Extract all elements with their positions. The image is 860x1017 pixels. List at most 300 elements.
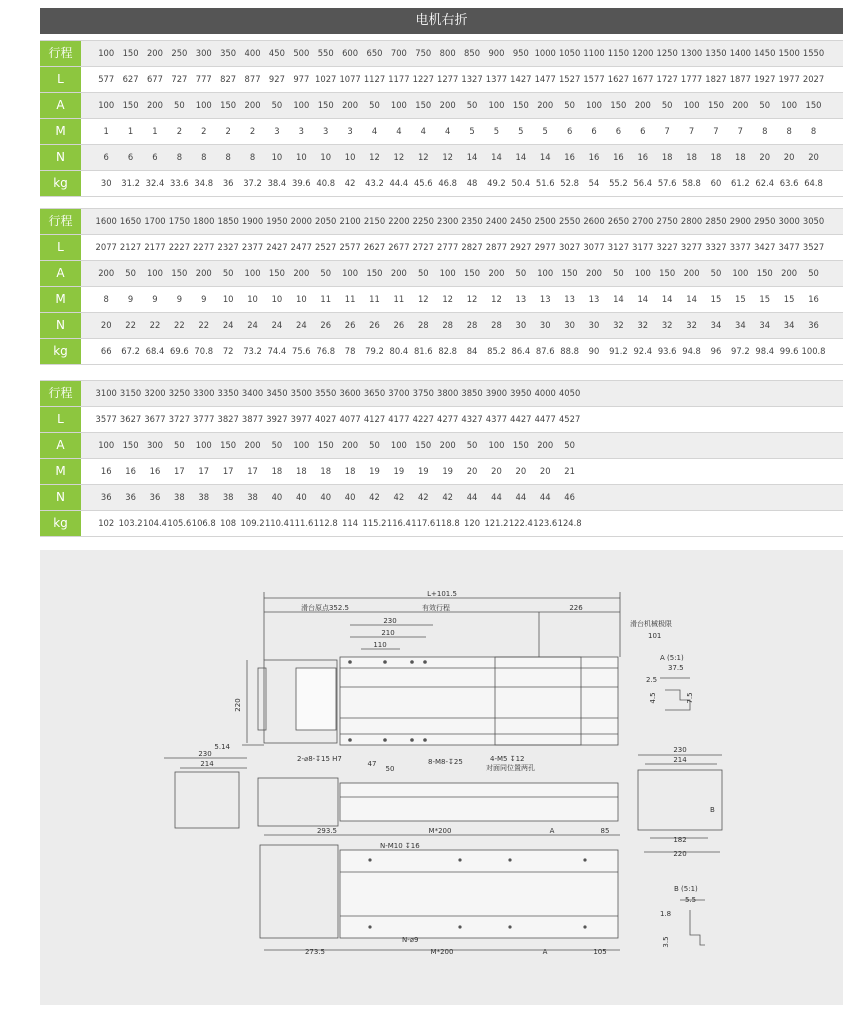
table-cell: 44.4 <box>389 178 409 188</box>
table-cell: 2277 <box>193 242 215 252</box>
table-cell: 13 <box>588 294 600 304</box>
table-cell: 20 <box>100 320 112 330</box>
table-cell: 16 <box>564 152 575 162</box>
table-cell: 9 <box>152 294 158 304</box>
table-cell: 11 <box>369 294 380 304</box>
table-cell: 550 <box>317 48 334 58</box>
spec-row <box>40 406 843 432</box>
table-cell: 16 <box>808 294 819 304</box>
table-cell: 2627 <box>363 242 386 252</box>
spec-table-3 <box>40 380 843 537</box>
table-cell: 350 <box>220 48 237 58</box>
table-cell: 13 <box>539 294 551 304</box>
table-cell: 300 <box>195 48 212 58</box>
table-cell: 44 <box>539 492 551 502</box>
table-cell: 1427 <box>510 74 532 84</box>
table-cell: 2200 <box>388 216 410 226</box>
table-cell: 36 <box>125 492 136 502</box>
table-cell: 68.4 <box>145 346 165 356</box>
table-cell: 150 <box>512 440 529 450</box>
technical-drawing-svg <box>40 550 843 1005</box>
table-cell: 150 <box>805 100 822 110</box>
table-cell: 1377 <box>485 74 508 84</box>
table-cell: 11 <box>344 294 356 304</box>
table-cell: 50 <box>417 268 429 278</box>
table-cell: 1350 <box>705 48 727 58</box>
table-cell: 34 <box>735 320 746 330</box>
table-cell: 2550 <box>558 216 581 226</box>
table-cell: 81.6 <box>413 346 433 356</box>
table-cell: 200 <box>342 440 359 450</box>
table-cell: 20 <box>515 466 527 476</box>
table-cell: 6 <box>640 126 646 136</box>
table-cell: 2127 <box>119 242 142 252</box>
table-cell: 50 <box>125 268 136 278</box>
table-cell: 2650 <box>607 216 630 226</box>
dim-110: 110 <box>373 641 387 649</box>
table-cell: 20 <box>808 152 819 162</box>
table-cell: 150 <box>317 100 334 110</box>
table-cell: 56.4 <box>633 178 653 188</box>
dim-214-side: 214 <box>200 760 214 768</box>
table-cell: 8 <box>201 152 207 162</box>
table-cell: 18 <box>271 466 283 476</box>
dim-230-top: 230 <box>383 617 397 625</box>
table-cell: 67.2 <box>121 346 140 356</box>
table-cell: 1477 <box>534 74 556 84</box>
table-cell: 33.6 <box>170 178 189 188</box>
spec-row <box>40 286 843 312</box>
table-cell: 6 <box>103 152 109 162</box>
table-cell: 42 <box>393 492 405 502</box>
row-label: L <box>40 407 81 432</box>
table-cell: 18 <box>344 466 356 476</box>
mech-limit-value: 101 <box>648 632 662 640</box>
table-cell: 96 <box>710 346 722 356</box>
table-cell: 100 <box>781 100 798 110</box>
table-cell: 3 <box>298 126 304 136</box>
table-cell: 14 <box>661 294 673 304</box>
table-cell: 2600 <box>583 216 605 226</box>
table-cell: 116.4 <box>386 518 411 528</box>
table-cell: 12 <box>417 152 429 162</box>
table-cell: 150 <box>220 100 237 110</box>
table-cell: 200 <box>537 100 554 110</box>
table-cell: 49.2 <box>487 178 506 188</box>
table-cell: 40 <box>271 492 283 502</box>
table-cell: 8 <box>225 152 231 162</box>
table-cell: 4527 <box>558 414 581 424</box>
table-cell: 100 <box>195 100 212 110</box>
table-cell: 20 <box>466 466 478 476</box>
row-values <box>81 407 582 432</box>
detail-b-marker: B <box>710 806 715 814</box>
table-cell: 45.6 <box>413 178 433 188</box>
table-cell: 150 <box>464 268 481 278</box>
table-cell: 32.4 <box>145 178 165 188</box>
table-cell: 21 <box>564 466 575 476</box>
table-cell: 100 <box>488 100 505 110</box>
table-cell: 150 <box>756 268 773 278</box>
table-cell: 38 <box>198 492 210 502</box>
dim-slide-origin: 滑台原点352.5 <box>300 604 350 612</box>
table-cell: 34 <box>759 320 771 330</box>
table-cell: 3777 <box>193 414 215 424</box>
table-cell: 150 <box>122 440 139 450</box>
row-values <box>81 313 826 338</box>
table-cell: 28 <box>466 320 478 330</box>
table-cell: 1827 <box>705 74 727 84</box>
table-cell: 8 <box>249 152 256 162</box>
table-cell: 1927 <box>754 74 776 84</box>
table-cell: 3327 <box>705 242 727 252</box>
table-cell: 3 <box>323 126 329 136</box>
row-label: A <box>40 261 81 286</box>
row-label: M <box>40 119 81 144</box>
table-cell: 4050 <box>558 388 581 398</box>
table-cell: 4 <box>371 126 378 136</box>
table-cell: 100 <box>195 440 212 450</box>
table-cell: 50 <box>710 268 722 278</box>
dim-85: 85 <box>600 827 610 835</box>
table-cell: 123.6 <box>533 518 558 528</box>
table-cell: 3500 <box>290 388 312 398</box>
row-values <box>81 485 582 510</box>
table-cell: 12 <box>442 152 453 162</box>
table-cell: 4 <box>420 126 426 136</box>
table-cell: 150 <box>171 268 188 278</box>
table-cell: 14 <box>613 294 624 304</box>
table-cell: 2500 <box>534 216 556 226</box>
table-cell: 110.4 <box>264 518 289 528</box>
table-cell: 100 <box>146 268 163 278</box>
table-cell: 73.2 <box>243 346 262 356</box>
table-cell: 200 <box>195 268 212 278</box>
table-cell: 1150 <box>607 48 630 58</box>
table-cell: 114 <box>342 518 359 528</box>
table-cell: 200 <box>244 100 261 110</box>
detail-b-profile <box>690 910 705 945</box>
table-cell: 1727 <box>656 74 678 84</box>
table-cell: 10 <box>320 152 332 162</box>
table-cell: 3477 <box>778 242 800 252</box>
detail-b-title: B (5:1) <box>674 885 698 893</box>
table-cell: 1450 <box>754 48 776 58</box>
hole-spec-m10: N-M10 ↧16 <box>380 842 420 850</box>
table-cell: 50 <box>320 268 332 278</box>
spec-row <box>40 380 843 406</box>
table-cell: 2300 <box>437 216 459 226</box>
row-values <box>81 67 826 92</box>
table-cell: 24 <box>295 320 307 330</box>
table-cell: 18 <box>735 152 746 162</box>
table-cell: 1077 <box>339 74 361 84</box>
row-values <box>81 459 582 484</box>
table-cell: 9 <box>176 294 183 304</box>
table-cell: 10 <box>247 294 258 304</box>
table-cell: 102 <box>98 518 115 528</box>
table-cell: 44 <box>466 492 478 502</box>
table-cell: 4377 <box>485 414 508 424</box>
spec-row <box>40 510 843 537</box>
spec-row <box>40 234 843 260</box>
table-cell: 100 <box>488 440 505 450</box>
table-cell: 3927 <box>266 414 288 424</box>
table-cell: 20 <box>539 466 551 476</box>
table-cell: 50 <box>759 100 771 110</box>
table-cell: 2427 <box>266 242 288 252</box>
table-cell: 50 <box>466 100 478 110</box>
row-values <box>81 209 826 234</box>
table-cell: 8 <box>176 152 183 162</box>
table-cell: 85.2 <box>487 346 506 356</box>
technical-drawing <box>40 550 843 1005</box>
table-cell: 120 <box>464 518 481 528</box>
table-cell: 28 <box>442 320 453 330</box>
dim-m200-bottom: M*200 <box>430 948 454 956</box>
table-cell: 1 <box>152 126 158 136</box>
detail-a-25: 2.5 <box>646 676 658 684</box>
table-cell: 2327 <box>217 242 239 252</box>
dim-effective-stroke: 有效行程 <box>422 604 450 612</box>
table-cell: 34.8 <box>194 178 214 188</box>
table-cell: 64.8 <box>804 178 823 188</box>
spec-table-1 <box>40 40 843 197</box>
row-label: kg <box>40 171 81 196</box>
table-cell: 14 <box>466 152 478 162</box>
table-cell: 44 <box>515 492 527 502</box>
table-cell: 100 <box>586 100 602 110</box>
table-cell: 100 <box>732 268 749 278</box>
table-cell: 5 <box>493 126 500 136</box>
table-cell: 1127 <box>363 74 386 84</box>
table-cell: 80.4 <box>389 346 409 356</box>
table-cell: 17 <box>174 466 185 476</box>
table-cell: 2 <box>225 126 231 136</box>
table-cell: 400 <box>244 48 261 58</box>
table-cell: 50 <box>564 100 575 110</box>
row-label: L <box>40 67 81 92</box>
table-cell: 40 <box>320 492 332 502</box>
spec-row <box>40 92 843 118</box>
table-cell: 18 <box>686 152 697 162</box>
end-view-right <box>638 770 722 830</box>
table-cell: 104.4 <box>142 518 167 528</box>
table-cell: 111.6 <box>289 518 314 528</box>
row-values <box>81 433 582 458</box>
table-cell: 50 <box>271 100 283 110</box>
dim-l-total: L+101.5 <box>427 590 457 598</box>
table-cell: 10 <box>271 294 283 304</box>
table-cell: 3150 <box>119 388 142 398</box>
table-cell: 727 <box>171 74 188 84</box>
table-cell: 22 <box>125 320 136 330</box>
table-cell: 200 <box>634 100 651 110</box>
table-cell: 54 <box>588 178 600 188</box>
table-cell: 16 <box>613 152 624 162</box>
table-cell: 61.2 <box>731 178 750 188</box>
table-cell: 1177 <box>388 74 410 84</box>
dim-a-bottom: A <box>542 948 548 956</box>
table-cell: 9 <box>201 294 207 304</box>
table-cell: 50 <box>369 440 380 450</box>
table-cell: 1027 <box>315 74 337 84</box>
table-cell: 28 <box>417 320 429 330</box>
table-cell: 20 <box>491 466 502 476</box>
table-cell: 42 <box>369 492 380 502</box>
spec-row <box>40 432 843 458</box>
table-cell: 90 <box>588 346 600 356</box>
detail-b-55: 5.5 <box>685 896 697 904</box>
table-cell: 7 <box>664 126 670 136</box>
table-cell: 50 <box>222 268 234 278</box>
table-cell: 1677 <box>632 74 654 84</box>
table-cell: 15 <box>735 294 746 304</box>
row-label: M <box>40 287 81 312</box>
table-cell: 4000 <box>534 388 556 398</box>
table-cell: 2727 <box>412 242 434 252</box>
spec-row <box>40 118 843 144</box>
table-cell: 12 <box>393 152 405 162</box>
table-cell: 3727 <box>168 414 191 424</box>
table-cell: 46.8 <box>438 178 457 188</box>
table-cell: 2750 <box>656 216 678 226</box>
table-cell: 18 <box>320 466 332 476</box>
table-cell: 3977 <box>290 414 312 424</box>
table-cell: 200 <box>683 268 700 278</box>
table-cell: 500 <box>293 48 310 58</box>
row-values <box>81 235 826 260</box>
detail-a-375: 37.5 <box>668 664 684 672</box>
table-cell: 1577 <box>583 74 605 84</box>
end-view-220: 220 <box>673 850 687 858</box>
table-cell: 3100 <box>95 388 117 398</box>
row-values <box>81 171 826 196</box>
table-cell: 15 <box>710 294 722 304</box>
table-cell: 6 <box>152 152 158 162</box>
table-cell: 97.2 <box>731 346 750 356</box>
dim-220-left: 220 <box>234 698 242 712</box>
table-cell: 777 <box>195 74 212 84</box>
hole-spec-3: 4-M5 ↧12 <box>490 755 525 763</box>
table-cell: 4177 <box>388 414 410 424</box>
table-cell: 4027 <box>315 414 337 424</box>
table-cell: 2877 <box>485 242 508 252</box>
table-cell: 86.4 <box>511 346 531 356</box>
table-cell: 88.8 <box>560 346 579 356</box>
table-cell: 150 <box>659 268 676 278</box>
table-cell: 14 <box>491 152 502 162</box>
table-cell: 30 <box>564 320 575 330</box>
table-cell: 26 <box>393 320 405 330</box>
table-cell: 50.4 <box>511 178 531 188</box>
table-cell: 17 <box>198 466 210 476</box>
table-cell: 200 <box>390 268 407 278</box>
table-cell: 19 <box>417 466 429 476</box>
table-cell: 2450 <box>510 216 532 226</box>
rail-body-top <box>340 657 618 745</box>
table-cell: 79.2 <box>365 346 384 356</box>
table-cell: 42 <box>417 492 429 502</box>
table-cell: 50 <box>564 440 575 450</box>
table-cell: 98.4 <box>755 346 775 356</box>
table-cell: 78 <box>344 346 356 356</box>
table-cell: 800 <box>439 48 456 58</box>
table-cell: 2 <box>249 126 256 136</box>
row-label: 行程 <box>40 41 81 66</box>
table-cell: 2250 <box>412 216 434 226</box>
row-values <box>81 287 826 312</box>
table-cell: 200 <box>98 268 115 278</box>
table-cell: 109.2 <box>240 518 265 528</box>
table-cell: 24 <box>271 320 283 330</box>
table-cell: 55.2 <box>609 178 628 188</box>
table-cell: 1900 <box>241 216 264 226</box>
table-cell: 3850 <box>461 388 483 398</box>
table-cell: 36 <box>100 492 112 502</box>
table-cell: 24 <box>247 320 258 330</box>
table-cell: 58.8 <box>682 178 701 188</box>
table-cell: 5 <box>542 126 548 136</box>
table-cell: 200 <box>293 268 310 278</box>
dim-50: 50 <box>385 765 395 773</box>
row-label: A <box>40 433 81 458</box>
table-cell: 2027 <box>802 74 825 84</box>
table-cell: 24 <box>222 320 234 330</box>
table-cell: 103.2 <box>118 518 143 528</box>
table-cell: 108 <box>220 518 237 528</box>
table-cell: 12 <box>491 294 502 304</box>
table-cell: 30 <box>515 320 527 330</box>
detail-a-45: 4.5 <box>649 692 657 704</box>
table-cell: 7 <box>688 126 695 136</box>
spec-row <box>40 312 843 338</box>
table-cell: 40.8 <box>316 178 336 188</box>
table-cell: 250 <box>171 48 188 58</box>
table-cell: 3427 <box>754 242 776 252</box>
table-cell: 70.8 <box>194 346 214 356</box>
table-cell: 72 <box>222 346 234 356</box>
table-cell: 100 <box>293 100 310 110</box>
table-cell: 18 <box>295 466 307 476</box>
table-cell: 200 <box>146 48 163 58</box>
table-cell: 32 <box>686 320 697 330</box>
table-cell: 6 <box>127 152 134 162</box>
detail-b-35: 3.5 <box>662 936 670 948</box>
table-cell: 50 <box>271 440 283 450</box>
table-cell: 977 <box>293 74 310 84</box>
table-cell: 2577 <box>339 242 361 252</box>
dim-226: 226 <box>569 604 583 612</box>
spec-row <box>40 66 843 92</box>
table-cell: 15 <box>759 294 771 304</box>
table-cell: 1527 <box>558 74 581 84</box>
table-cell: 3000 <box>778 216 800 226</box>
table-cell: 2000 <box>290 216 312 226</box>
row-label: N <box>40 313 81 338</box>
table-cell: 62.4 <box>755 178 775 188</box>
table-cell: 11 <box>320 294 332 304</box>
table-cell: 3950 <box>510 388 532 398</box>
dim-m200-top: M*200 <box>428 827 452 835</box>
table-cell: 3227 <box>656 242 678 252</box>
table-cell: 1650 <box>119 216 142 226</box>
table-cell: 106.8 <box>191 518 216 528</box>
table-cell: 50 <box>515 268 527 278</box>
table-cell: 52.8 <box>560 178 579 188</box>
spec-row <box>40 484 843 510</box>
table-cell: 2527 <box>315 242 337 252</box>
